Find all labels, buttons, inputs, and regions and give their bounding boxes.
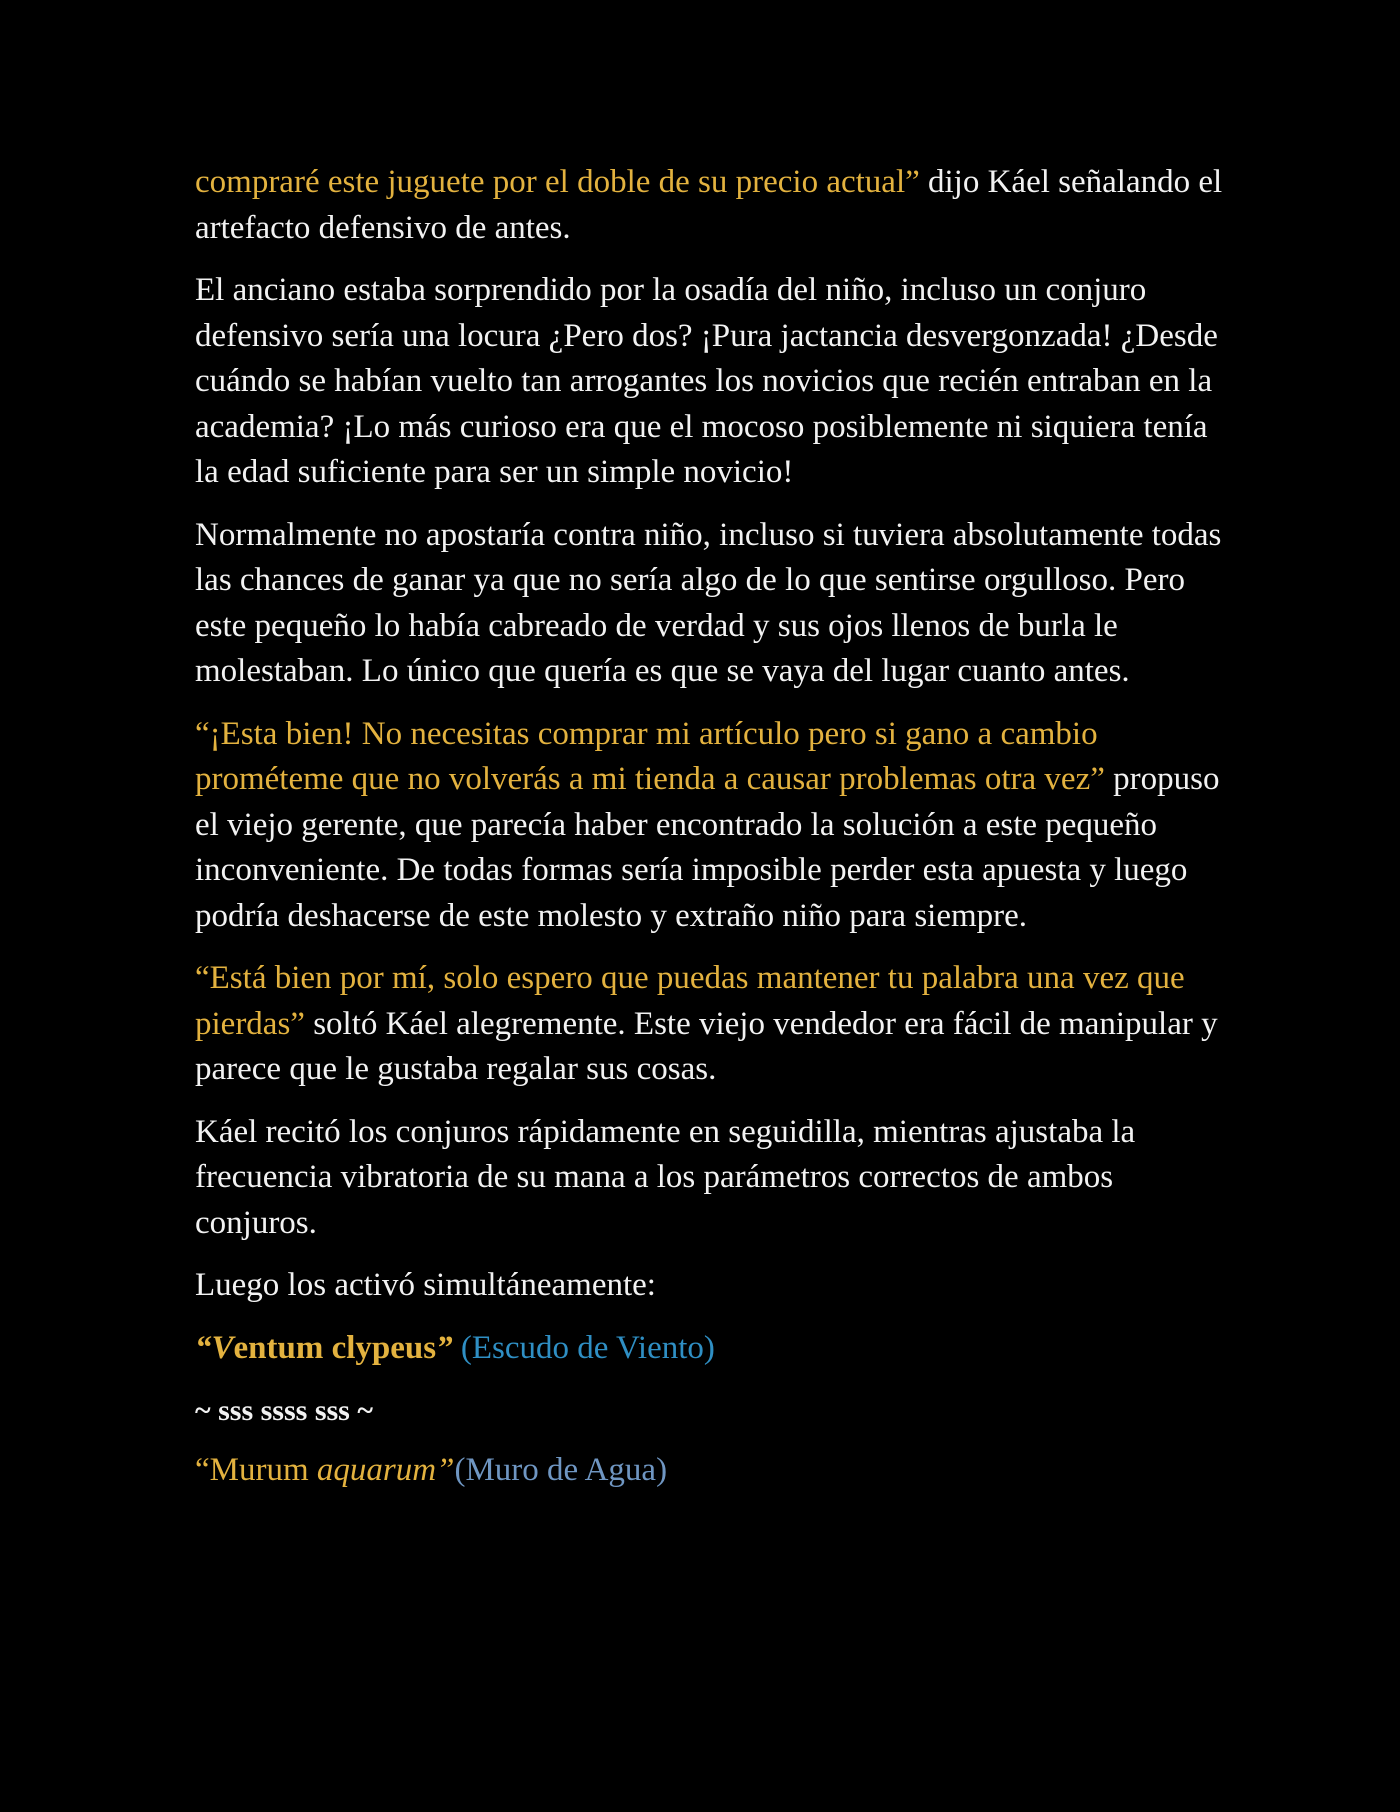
paragraph-4 (195, 712, 1225, 940)
spell-name-italic: aquarum (316, 1451, 437, 1488)
paragraph-7: Luego los activó simultáneamente: (195, 1267, 656, 1303)
spell-quote-open: “ (195, 1329, 212, 1366)
spell-line-wind-shield (195, 1326, 1225, 1372)
sound-effect: ~ sss ssss sss ~ (195, 1394, 373, 1427)
spell-quote-close: ” (436, 1329, 453, 1366)
spell-name: entum clypeus (233, 1329, 437, 1366)
spell-quote-close: ” (436, 1451, 455, 1488)
dialogue-text: “¡Esta bien! No necesitas comprar mi artículo pero si gano a cambio prométeme que no volverás a mi tienda a causar problemas otra vez” (195, 715, 1105, 797)
narration-text: soltó Káel alegremente. Este viejo vendedor era fácil de manipular y parece que le gustaba regalar sus cosas. (195, 1005, 1218, 1087)
paragraph-5 (195, 956, 1225, 1093)
dialogue-text: “Está bien por mí, solo espero que puedas mantener tu palabra una vez que pierdas” (195, 960, 1185, 1042)
spell-initial-letter: V (211, 1329, 234, 1366)
spell-translation: (Escudo de Viento) (452, 1329, 715, 1366)
paragraph-6: Káel recitó los conjuros rápidamente en seguidilla, mientras ajustaba la frecuencia vibratoria de su mana a los parámetros correctos de ambos conjuros. (195, 1113, 1136, 1241)
paragraph-3: Normalmente no apostaría contra niño, incluso si tuviera absolutamente todas las chances de ganar ya que no sería algo de lo que sentirse orgulloso. Pero este pequeño lo había cabreado de verdad y sus ojos llenos de burla le molestaban. Lo único que quería es que se vaya del lugar cuanto antes. (195, 516, 1222, 689)
spell-translation: (Muro de Agua) (454, 1451, 668, 1488)
paragraph-1 (195, 160, 1225, 251)
narration-text: propuso el viejo gerente, que parecía haber encontrado la solución a este pequeño inconveniente. De todas formas sería imposible perder esta apuesta y luego podría deshacerse de este molesto y extraño niño para siempre. (195, 761, 1220, 934)
spell-name: “Murum (195, 1451, 317, 1488)
narration-text: dijo Káel señalando el artefacto defensivo de antes. (195, 164, 1223, 246)
spell-line-water-wall (195, 1448, 1225, 1494)
paragraph-2: El anciano estaba sorprendido por la osadía del niño, incluso un conjuro defensivo sería una locura ¿Pero dos? ¡Pura jactancia desvergonzada! ¿Desde cuándo se habían vuelto tan arrogantes los novicios que recién entraban en la academia? ¡Lo más curioso era que el mocoso posiblemente ni siquiera tenía la edad suficiente para ser un simple novicio! (195, 272, 1218, 490)
dialogue-text: compraré este juguete por el doble de su precio actual” (195, 164, 920, 200)
document-page (195, 160, 1225, 1510)
